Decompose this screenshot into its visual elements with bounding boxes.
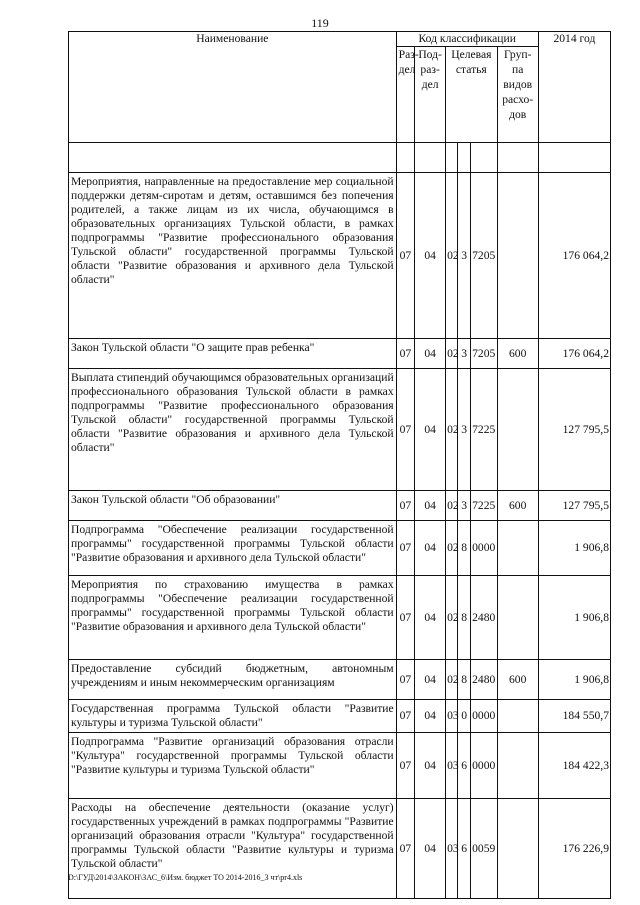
header-group: Груп-па видов расхо-дов (497, 47, 538, 143)
cell-razdel: 07 (396, 576, 415, 660)
cell-ts1: 02 (446, 369, 458, 491)
header-code-group: Код классификации (396, 32, 538, 47)
cell-name: Выплата стипендий обучающимся образовательных организаций профессионального образования Тульской области в рамках подпрограммы "Развитие профессионального образования Тульской области" государственной программы Тульской области "Развитие образования и архивного дела Тульской области" (69, 369, 397, 491)
cell-group: 600 (497, 339, 538, 369)
cell-ts1: 02 (446, 521, 458, 576)
cell-amount: 1 906,8 (538, 576, 610, 660)
cell-ts3: 0000 (470, 700, 497, 733)
cell-ts3: 2480 (470, 576, 497, 660)
cell-name: Государственная программа Тульской области "Развитие культуры и туризма Тульской области" (69, 700, 397, 733)
cell-name: Мероприятия по страхованию имущества в рамках подпрограммы "Обеспечение реализации государственной программы" государственной программы Тульской области "Развитие образования и архивного дела Тульской области" (69, 576, 397, 660)
header-spacer-row (69, 143, 611, 173)
cell-ts1: 02 (446, 491, 458, 521)
cell-amount: 184 422,3 (538, 733, 610, 799)
cell-group (497, 521, 538, 576)
cell-ts3: 0000 (470, 733, 497, 799)
table-row (69, 660, 611, 700)
cell-podrazdel: 04 (415, 521, 446, 576)
cell-razdel: 07 (396, 700, 415, 733)
cell-podrazdel: 04 (415, 491, 446, 521)
cell-name: Подпрограмма "Развитие организаций образования отрасли "Культура" государственной программы Тульской области "Развитие культуры и туризма Тульской области" (69, 733, 397, 799)
cell-podrazdel: 04 (415, 799, 446, 899)
table-row (69, 369, 611, 491)
cell-ts1: 03 (446, 733, 458, 799)
header-target: Целевая статья (446, 47, 498, 143)
budget-table (68, 31, 611, 899)
header-name: Наименование (69, 32, 397, 143)
cell-razdel: 07 (396, 173, 415, 339)
cell-podrazdel: 04 (415, 369, 446, 491)
cell-ts2: 8 (458, 576, 470, 660)
cell-ts1: 02 (446, 576, 458, 660)
cell-razdel: 07 (396, 660, 415, 700)
cell-name: Закон Тульской области "Об образовании" (69, 491, 397, 521)
cell-razdel: 07 (396, 521, 415, 576)
cell-group (497, 733, 538, 799)
cell-razdel: 07 (396, 799, 415, 899)
cell-ts3: 0000 (470, 521, 497, 576)
cell-ts2: 3 (458, 491, 470, 521)
cell-name: Расходы на обеспечение деятельности (оказание услуг) государственных учреждений в рамках подпрограммы "Развитие организаций образования отрасли "Культура" государственной программы Тульской области "Развитие культуры и туризма Тульской области" (69, 799, 397, 899)
cell-amount: 176 226,9 (538, 799, 610, 899)
cell-amount: 127 795,5 (538, 369, 610, 491)
cell-podrazdel: 04 (415, 173, 446, 339)
cell-ts2: 3 (458, 339, 470, 369)
cell-group (497, 576, 538, 660)
header-razdel: Раз-дел (396, 47, 415, 143)
cell-razdel: 07 (396, 369, 415, 491)
cell-amount: 1 906,8 (538, 521, 610, 576)
cell-ts1: 02 (446, 173, 458, 339)
cell-group (497, 799, 538, 899)
cell-ts1: 03 (446, 700, 458, 733)
table-row (69, 799, 611, 899)
cell-ts2: 8 (458, 660, 470, 700)
table-row (69, 339, 611, 369)
cell-group (497, 369, 538, 491)
table-row (69, 521, 611, 576)
table-row (69, 733, 611, 799)
cell-ts3: 7205 (470, 173, 497, 339)
cell-razdel: 07 (396, 491, 415, 521)
cell-amount: 176 064,2 (538, 339, 610, 369)
table-row (69, 491, 611, 521)
cell-name: Закон Тульской области "О защите прав ребенка" (69, 339, 397, 369)
cell-ts2: 3 (458, 173, 470, 339)
cell-ts1: 02 (446, 339, 458, 369)
cell-name: Предоставление субсидий бюджетным, автономным учреждениям и иным некоммерческим организациям (69, 660, 397, 700)
cell-amount: 176 064,2 (538, 173, 610, 339)
cell-ts2: 6 (458, 733, 470, 799)
cell-ts3: 7225 (470, 369, 497, 491)
table-row (69, 576, 611, 660)
cell-podrazdel: 04 (415, 733, 446, 799)
cell-ts3: 0059 (470, 799, 497, 899)
cell-ts2: 3 (458, 369, 470, 491)
cell-group: 600 (497, 660, 538, 700)
cell-podrazdel: 04 (415, 660, 446, 700)
cell-name: Мероприятия, направленные на предоставление мер социальной поддержки детям-сиротам и детям, оставшимся без попечения родителей, а также лицам из их числа, обучающимся в образовательных организациях Тульской области, в рамках подпрограммы "Развитие профессионального образования Тульской области" государственной программы Тульской области "Развитие образования и архивного дела Тульской области" (69, 173, 397, 339)
cell-razdel: 07 (396, 733, 415, 799)
header-podrazdel: Под-раз-дел (415, 47, 446, 143)
cell-amount: 1 906,8 (538, 660, 610, 700)
cell-ts1: 02 (446, 660, 458, 700)
cell-amount: 184 550,7 (538, 700, 610, 733)
cell-podrazdel: 04 (415, 700, 446, 733)
cell-ts1: 03 (446, 799, 458, 899)
header-year: 2014 год (538, 32, 610, 143)
cell-ts3: 7205 (470, 339, 497, 369)
file-path-footer: D:\ГУД\2014\ЗАКОН\ЗАС_6\Изм. бюджет ТО 2014-2016_3 чт\pr4.xls (68, 873, 303, 882)
cell-ts2: 8 (458, 521, 470, 576)
cell-amount: 127 795,5 (538, 491, 610, 521)
cell-group (497, 700, 538, 733)
cell-name: Подпрограмма "Обеспечение реализации государственной программы" государственной программы Тульской области "Развитие образования и архивного дела Тульской области" (69, 521, 397, 576)
cell-razdel: 07 (396, 339, 415, 369)
cell-ts3: 2480 (470, 660, 497, 700)
cell-podrazdel: 04 (415, 339, 446, 369)
cell-group (497, 173, 538, 339)
cell-ts2: 6 (458, 799, 470, 899)
cell-podrazdel: 04 (415, 576, 446, 660)
page-number: 119 (311, 16, 329, 30)
cell-ts2: 0 (458, 700, 470, 733)
cell-group: 600 (497, 491, 538, 521)
table-row (69, 173, 611, 339)
cell-ts3: 7225 (470, 491, 497, 521)
table-row (69, 700, 611, 733)
